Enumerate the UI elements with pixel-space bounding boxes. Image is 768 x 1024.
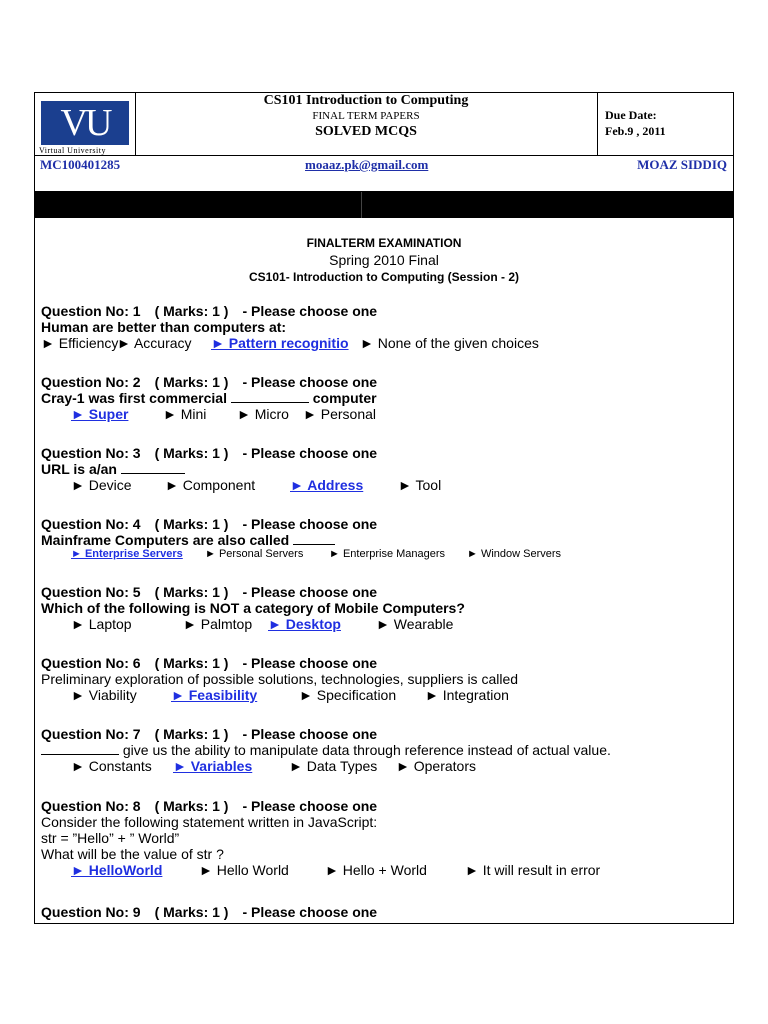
course-title: CS101 Introduction to Computing bbox=[263, 93, 469, 108]
option[interactable]: ► Window Servers bbox=[467, 548, 562, 560]
blank-line bbox=[121, 461, 185, 474]
question-9 bbox=[41, 904, 731, 920]
answer-option[interactable]: ► Desktop bbox=[268, 616, 341, 632]
question-marks: ( Marks: 1 ) bbox=[154, 904, 229, 920]
question-text bbox=[41, 532, 731, 548]
option[interactable]: ► Component bbox=[165, 477, 256, 493]
options bbox=[71, 616, 731, 632]
option[interactable]: ► It will result in error bbox=[465, 862, 601, 878]
question-marks: ( Marks: 1 ) bbox=[154, 798, 229, 814]
question-4 bbox=[41, 516, 731, 560]
options bbox=[71, 406, 731, 422]
question-label: Question No: 6 bbox=[41, 655, 141, 671]
blank-line bbox=[293, 532, 335, 545]
question-7 bbox=[41, 726, 731, 774]
option[interactable]: ► Efficiency bbox=[41, 335, 119, 351]
email-link[interactable]: moaaz.pk@gmail.com bbox=[305, 157, 429, 172]
document-frame bbox=[34, 92, 734, 924]
options bbox=[71, 687, 731, 703]
answer-option[interactable]: ► Feasibility bbox=[171, 687, 258, 703]
option[interactable]: ► Constants bbox=[71, 758, 152, 774]
answer-option[interactable]: ► Variables bbox=[173, 758, 253, 774]
option[interactable]: ► Palmtop bbox=[183, 616, 253, 632]
question-line: What will be the value of str ? bbox=[41, 846, 224, 862]
exam-term: Spring 2010 Final bbox=[329, 252, 439, 268]
option[interactable]: ► Hello + World bbox=[325, 862, 427, 878]
question-text-after: computer bbox=[308, 390, 377, 406]
question-5 bbox=[41, 584, 731, 632]
option[interactable]: ► Hello World bbox=[199, 862, 289, 878]
option[interactable]: ► Specification bbox=[299, 687, 397, 703]
answer-option[interactable]: ► Super bbox=[71, 406, 129, 422]
question-8 bbox=[41, 798, 731, 878]
question-text-before: Cray-1 was first commercial bbox=[41, 390, 231, 406]
question-text bbox=[41, 461, 731, 477]
options bbox=[41, 335, 731, 351]
question-instruction: - Please choose one bbox=[242, 798, 378, 814]
due-label: Due Date: bbox=[605, 108, 657, 122]
options bbox=[71, 758, 731, 774]
question-text bbox=[41, 390, 731, 406]
question-header bbox=[41, 726, 731, 742]
question-marks: ( Marks: 1 ) bbox=[154, 516, 229, 532]
question-marks: ( Marks: 1 ) bbox=[154, 726, 229, 742]
paper-type: FINAL TERM PAPERS bbox=[312, 110, 420, 122]
question-label: Question No: 8 bbox=[41, 798, 141, 814]
question-header bbox=[41, 584, 731, 600]
option[interactable]: ► None of the given choices bbox=[360, 335, 539, 351]
options bbox=[71, 862, 731, 878]
option[interactable]: ► Enterprise Managers bbox=[329, 548, 446, 560]
blank-line bbox=[231, 390, 309, 403]
exam-heading: FINALTERM EXAMINATION bbox=[306, 236, 462, 250]
question-label: Question No: 1 bbox=[41, 303, 141, 319]
options bbox=[71, 548, 731, 560]
question-instruction: - Please choose one bbox=[242, 303, 378, 319]
question-label: Question No: 7 bbox=[41, 726, 141, 742]
option[interactable]: ► Data Types bbox=[289, 758, 378, 774]
author-info-row bbox=[35, 155, 733, 192]
option[interactable]: ► Accuracy bbox=[117, 335, 192, 351]
question-text-after: give us the ability to manipulate data through reference instead of actual value. bbox=[119, 742, 611, 758]
question-2 bbox=[41, 374, 731, 422]
question-label: Question No: 5 bbox=[41, 584, 141, 600]
question-6 bbox=[41, 655, 731, 703]
question-header bbox=[41, 904, 731, 920]
question-text-before: URL is a/an bbox=[41, 461, 121, 477]
question-text: Which of the following is NOT a category of Mobile Computers? bbox=[41, 600, 465, 616]
question-instruction: - Please choose one bbox=[242, 445, 378, 461]
option[interactable]: ► Device bbox=[71, 477, 132, 493]
option[interactable]: ► Operators bbox=[396, 758, 476, 774]
paper-subtitle: SOLVED MCQS bbox=[315, 124, 417, 139]
option[interactable]: ► Personal Servers bbox=[205, 548, 304, 560]
bar-divider bbox=[361, 192, 362, 218]
options bbox=[71, 477, 731, 493]
due-value: Feb.9 , 2011 bbox=[605, 124, 666, 138]
question-text bbox=[41, 742, 731, 758]
question-text: Preliminary exploration of possible solutions, technologies, suppliers is called bbox=[41, 671, 519, 687]
question-label: Question No: 3 bbox=[41, 445, 141, 461]
option[interactable]: ► Viability bbox=[71, 687, 137, 703]
question-3 bbox=[41, 445, 731, 493]
vu-logo bbox=[41, 101, 129, 145]
option[interactable]: ► Tool bbox=[398, 477, 442, 493]
question-text: Human are better than computers at: bbox=[41, 319, 287, 335]
option[interactable]: ► Laptop bbox=[71, 616, 132, 632]
question-instruction: - Please choose one bbox=[242, 726, 378, 742]
black-separator-bar bbox=[35, 192, 733, 218]
header-table bbox=[35, 93, 733, 156]
option[interactable]: ► Personal bbox=[303, 406, 377, 422]
logo-subtitle: Virtual University bbox=[39, 146, 106, 155]
logo-cell bbox=[35, 93, 136, 155]
blank-line bbox=[41, 742, 119, 755]
question-header bbox=[41, 374, 731, 390]
question-header bbox=[41, 655, 731, 671]
question-instruction: - Please choose one bbox=[242, 655, 378, 671]
question-1 bbox=[41, 303, 731, 351]
answer-option[interactable]: ► Address bbox=[290, 477, 364, 493]
student-id: MC100401285 bbox=[40, 157, 121, 172]
question-instruction: - Please choose one bbox=[242, 904, 378, 920]
question-marks: ( Marks: 1 ) bbox=[154, 655, 229, 671]
question-line: str = ”Hello” + ” World” bbox=[41, 830, 180, 846]
question-label: Question No: 2 bbox=[41, 374, 141, 390]
question-marks: ( Marks: 1 ) bbox=[154, 374, 229, 390]
title-cell bbox=[135, 93, 598, 155]
question-marks: ( Marks: 1 ) bbox=[154, 584, 229, 600]
question-header bbox=[41, 798, 731, 814]
question-label: Question No: 4 bbox=[41, 516, 141, 532]
due-date-cell bbox=[605, 107, 666, 139]
question-header bbox=[41, 445, 731, 461]
exam-course: CS101- Introduction to Computing (Session - 2) bbox=[249, 270, 519, 284]
question-header bbox=[41, 303, 731, 319]
question-marks: ( Marks: 1 ) bbox=[154, 303, 229, 319]
question-header bbox=[41, 516, 731, 532]
question-instruction: - Please choose one bbox=[242, 374, 378, 390]
logo-letters: VU bbox=[60, 102, 110, 144]
answer-option[interactable]: ► Pattern recognitio bbox=[211, 335, 349, 351]
question-label: Question No: 9 bbox=[41, 904, 141, 920]
option[interactable]: ► Integration bbox=[425, 687, 509, 703]
question-marks: ( Marks: 1 ) bbox=[154, 445, 229, 461]
author-name: MOAZ SIDDIQ bbox=[637, 157, 727, 172]
question-line: Consider the following statement written in JavaScript: bbox=[41, 814, 378, 830]
answer-option[interactable]: ► HelloWorld bbox=[71, 862, 163, 878]
option[interactable]: ► Micro bbox=[237, 406, 289, 422]
answer-option[interactable]: ► Enterprise Servers bbox=[71, 548, 183, 560]
option[interactable]: ► Mini bbox=[163, 406, 207, 422]
question-text-before: Mainframe Computers are also called bbox=[41, 532, 294, 548]
question-instruction: - Please choose one bbox=[242, 584, 378, 600]
option[interactable]: ► Wearable bbox=[376, 616, 454, 632]
question-instruction: - Please choose one bbox=[242, 516, 378, 532]
